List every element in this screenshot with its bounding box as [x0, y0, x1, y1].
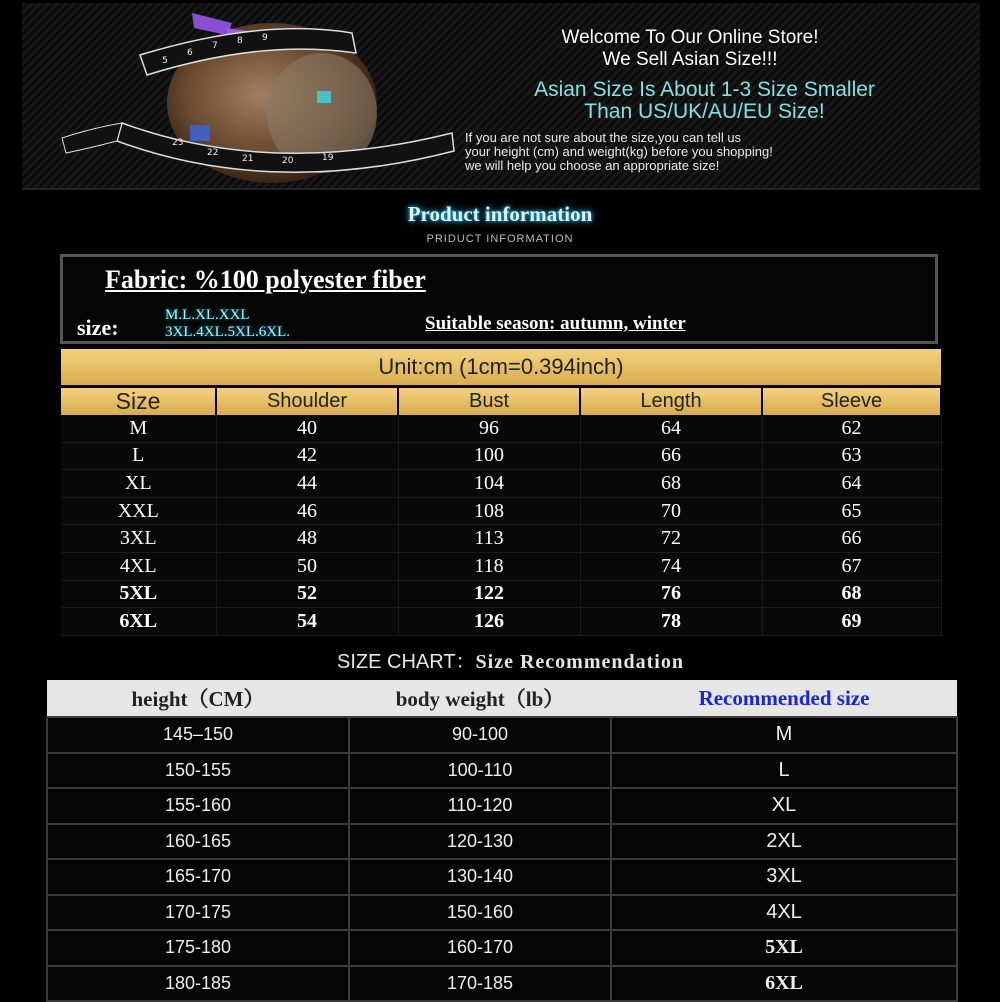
table-cell: M	[611, 717, 957, 753]
table-cell: 155-160	[47, 788, 349, 824]
table-cell: 68	[580, 470, 762, 498]
table-cell: 4XL	[611, 895, 957, 931]
table-row	[61, 580, 941, 608]
table-row	[61, 497, 941, 525]
table-cell: 69	[762, 608, 941, 636]
table-cell: L	[61, 442, 216, 470]
table-row	[47, 788, 957, 824]
table-cell: 44	[216, 470, 398, 498]
size-label: size:	[77, 315, 119, 340]
welcome-text	[490, 27, 890, 71]
size-list-line: M.L.XL.XXL	[165, 307, 250, 323]
table-row	[61, 552, 941, 580]
table-cell: 160-165	[47, 824, 349, 860]
product-info-title: Product information	[407, 202, 593, 226]
table-cell: 72	[580, 525, 762, 553]
column-header: body weight（lb）	[349, 680, 611, 717]
column-header: Recommended size	[611, 680, 957, 717]
svg-text:5: 5	[162, 56, 168, 66]
table-cell: 5XL	[611, 930, 957, 966]
table-cell: 120-130	[349, 824, 611, 860]
table-cell: 104	[398, 470, 580, 498]
size-chart-title-main: Size Recommendation	[475, 651, 684, 673]
table-cell: 50	[216, 552, 398, 580]
table-cell: 150-160	[349, 895, 611, 931]
table-row	[47, 930, 957, 966]
table-cell: 110-120	[349, 788, 611, 824]
table-cell: 118	[398, 552, 580, 580]
table-cell: 46	[216, 497, 398, 525]
table-cell: 3XL	[61, 525, 216, 553]
table-cell: 5XL	[61, 580, 216, 608]
table-cell: 170-185	[349, 966, 611, 1002]
table-cell: 130-140	[349, 859, 611, 895]
welcome-line: Welcome To Our Online Store!	[561, 27, 819, 48]
table-row	[47, 753, 957, 789]
table-row	[47, 966, 957, 1002]
table-cell: 68	[762, 580, 941, 608]
table-cell: 170-175	[47, 895, 349, 931]
table-cell: 96	[398, 415, 580, 442]
table-cell: 63	[762, 442, 941, 470]
svg-text:19: 19	[322, 153, 334, 163]
table-cell: 65	[762, 497, 941, 525]
product-info-subtitle: PRIDUCT INFORMATION	[426, 233, 574, 245]
asian-size-line: Asian Size Is About 1-3 Size Smaller	[534, 78, 875, 101]
table-cell: 40	[216, 415, 398, 442]
measurement-table	[61, 388, 942, 636]
size-chart-title	[337, 645, 684, 674]
column-header: Sleeve	[762, 388, 941, 415]
size-help-note	[465, 131, 965, 173]
table-row	[61, 608, 941, 636]
table-cell: XL	[61, 470, 216, 498]
table-cell: M	[61, 415, 216, 442]
column-header: Length	[580, 388, 762, 415]
table-cell: 42	[216, 442, 398, 470]
table-cell: 54	[216, 608, 398, 636]
column-header: Size	[61, 388, 216, 415]
svg-text:8: 8	[237, 36, 243, 46]
table-cell: 66	[762, 525, 941, 553]
table-cell: 78	[580, 608, 762, 636]
asian-size-line: Than US/UK/AU/EU Size!	[584, 100, 825, 123]
table-cell: 76	[580, 580, 762, 608]
table-header-row	[61, 388, 941, 415]
table-cell: 64	[580, 415, 762, 442]
table-cell: 180-185	[47, 966, 349, 1002]
fabric-info-box	[60, 254, 938, 344]
svg-text:23: 23	[172, 138, 184, 148]
table-row	[61, 415, 941, 442]
table-cell: 150-155	[47, 753, 349, 789]
svg-text:22: 22	[207, 148, 219, 158]
table-cell: 3XL	[611, 859, 957, 895]
table-cell: 66	[580, 442, 762, 470]
table-cell: 100-110	[349, 753, 611, 789]
table-cell: 175-180	[47, 930, 349, 966]
table-cell: 165-170	[47, 859, 349, 895]
table-cell: 145–150	[47, 717, 349, 753]
table-row	[47, 717, 957, 753]
table-cell: L	[611, 753, 957, 789]
table-cell: 6XL	[611, 966, 957, 1002]
table-cell: 100	[398, 442, 580, 470]
column-header: height（CM）	[47, 680, 349, 717]
table-row	[47, 859, 957, 895]
season-text: Suitable season: autumn, winter	[425, 313, 686, 334]
size-list	[165, 307, 383, 341]
size-recommendation-table	[46, 680, 958, 1002]
table-cell: 52	[216, 580, 398, 608]
table-cell: 64	[762, 470, 941, 498]
table-row	[47, 824, 957, 860]
svg-text:9: 9	[262, 33, 268, 43]
table-cell: 70	[580, 497, 762, 525]
unit-banner: Unit:cm (1cm=0.394inch)	[61, 349, 941, 385]
size-chart-title-prefix: SIZE CHART：	[337, 651, 476, 673]
table-header-row	[47, 680, 957, 717]
table-cell: 6XL	[61, 608, 216, 636]
table-cell: 4XL	[61, 552, 216, 580]
table-cell: 160-170	[349, 930, 611, 966]
table-cell: 108	[398, 497, 580, 525]
note-line: we will help you choose an appropriate size!	[465, 158, 720, 173]
fabric-text: Fabric: %100 polyester fiber	[105, 265, 426, 294]
table-cell: 67	[762, 552, 941, 580]
column-header: Bust	[398, 388, 580, 415]
column-header: Shoulder	[216, 388, 398, 415]
svg-text:20: 20	[282, 156, 294, 166]
apple-tape-measure-icon	[22, 3, 462, 188]
table-cell: 2XL	[611, 824, 957, 860]
table-cell: 122	[398, 580, 580, 608]
note-line: If you are not sure about the size,you can tell us	[465, 130, 742, 145]
table-cell: XL	[611, 788, 957, 824]
table-cell: XXL	[61, 497, 216, 525]
asian-size-notice	[442, 79, 967, 123]
table-cell: 62	[762, 415, 941, 442]
table-row	[61, 470, 941, 498]
size-list-line: 3XL.4XL.5XL.6XL.	[165, 324, 290, 340]
table-row	[47, 895, 957, 931]
svg-text:21: 21	[242, 154, 254, 164]
welcome-banner	[22, 3, 980, 190]
table-cell: 74	[580, 552, 762, 580]
table-cell: 126	[398, 608, 580, 636]
table-cell: 90-100	[349, 717, 611, 753]
svg-text:6: 6	[187, 48, 193, 58]
welcome-line: We Sell Asian Size!!!	[602, 49, 778, 70]
note-line: your height (cm) and weight(kg) before you shopping!	[465, 144, 773, 159]
table-row	[61, 442, 941, 470]
svg-text:7: 7	[212, 41, 218, 51]
table-cell: 113	[398, 525, 580, 553]
table-cell: 48	[216, 525, 398, 553]
table-row	[61, 525, 941, 553]
